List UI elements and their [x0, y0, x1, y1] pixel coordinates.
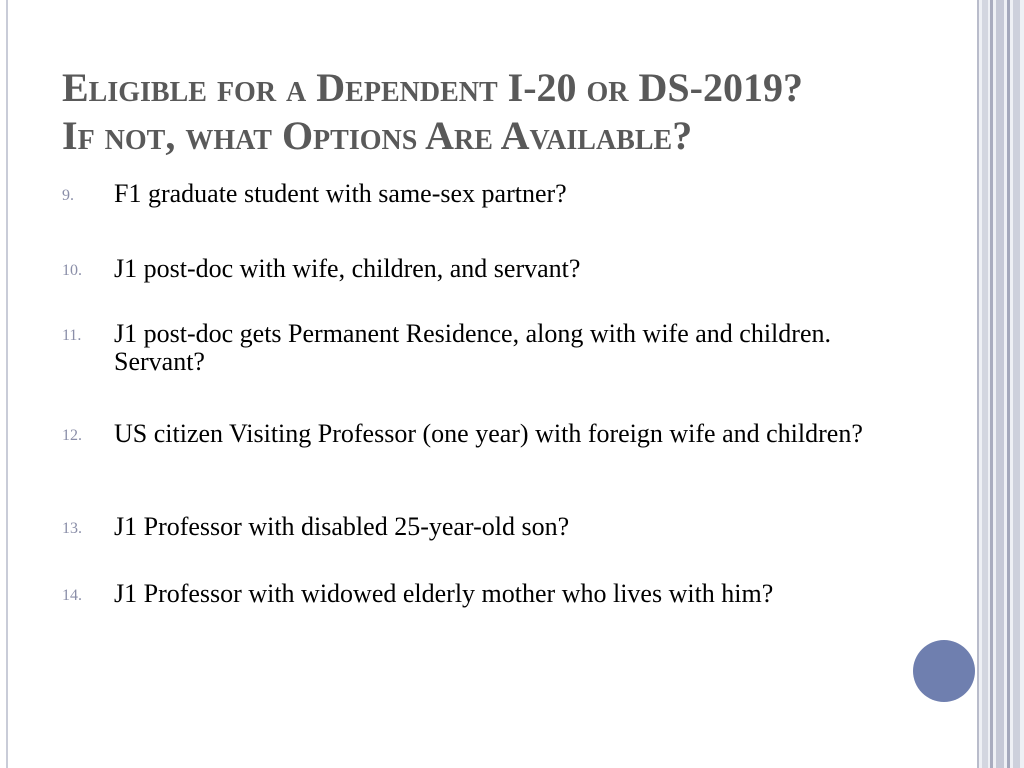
item-text: J1 Professor with disabled 25-year-old son? [114, 512, 570, 541]
stripe [1013, 0, 1020, 768]
item-number: 13. [62, 520, 82, 537]
item-text: F1 graduate student with same-sex partner? [114, 179, 567, 208]
slide-title [62, 64, 962, 160]
item-text: J1 post-doc gets Permanent Residence, along with wife and children. Servant? [114, 319, 831, 376]
stripe [1007, 0, 1010, 768]
decorative-side-stripes [977, 0, 1024, 768]
left-border-rule [6, 0, 8, 768]
stripe [982, 0, 988, 768]
item-number: 12. [62, 427, 82, 444]
item-number: 10. [62, 262, 82, 279]
stripe [977, 0, 979, 768]
item-text: J1 post-doc with wife, children, and servant? [114, 254, 581, 283]
item-text: J1 Professor with widowed elderly mother who lives with him? [114, 579, 774, 608]
item-number: 14. [62, 587, 82, 604]
item-number: 9. [62, 187, 74, 204]
item-number: 11. [62, 327, 82, 344]
stripe [990, 0, 993, 768]
title-line-1: Eligible for a Dependent I-20 or DS-2019? [62, 65, 803, 110]
decorative-circle [913, 640, 975, 702]
title-line-2: If not, what Options Are Available? [62, 113, 693, 158]
item-text: US citizen Visiting Professor (one year) with foreign wife and children? [114, 419, 863, 448]
stripe [996, 0, 1004, 768]
